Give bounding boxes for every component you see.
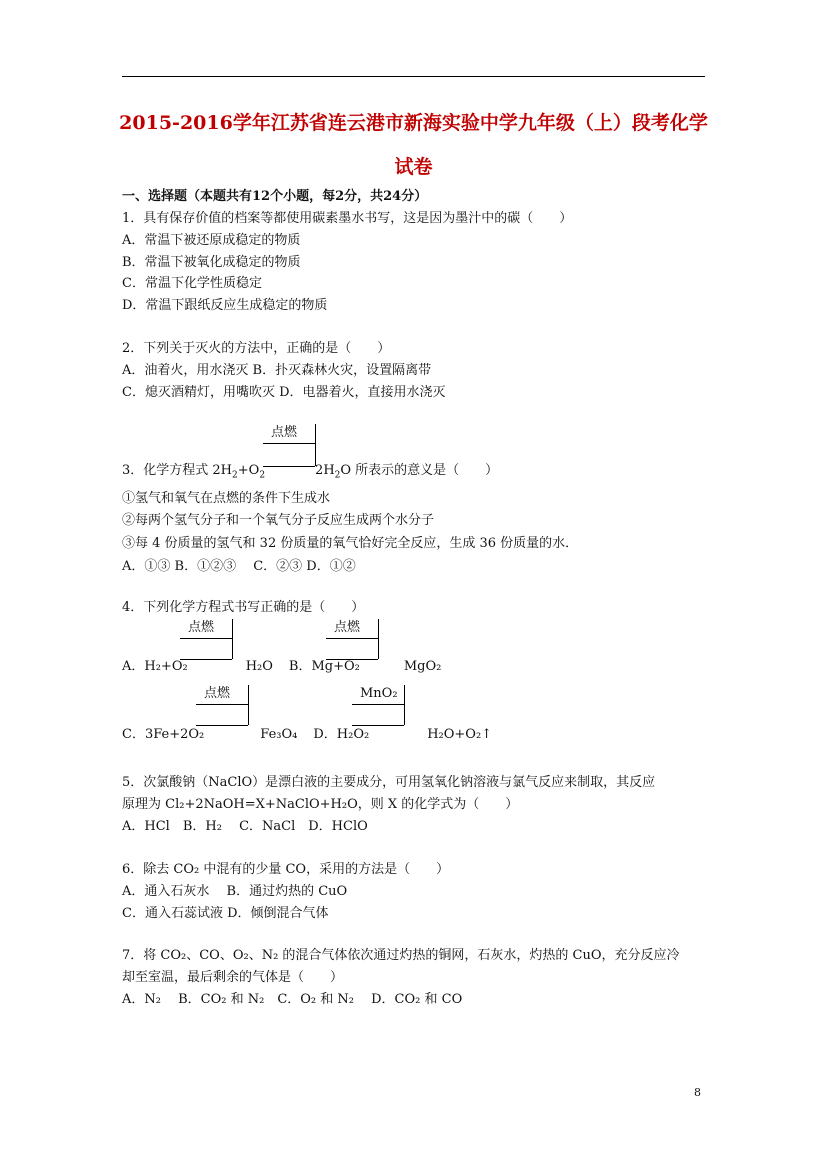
q6-options-cd: C．通入石蕊试液 D．倾倒混合气体 (122, 906, 329, 921)
q1-option-b: B．常温下被氧化成稳定的物质 (122, 255, 301, 270)
q7-stem-line-2: 却至室温，最后剩余的气体是（ ） (122, 970, 344, 985)
title-line-1: 2015-2016学年江苏省连云港市新海实验中学九年级（上）段考化学 (119, 112, 708, 134)
q3-stem: 3．化学方程式 $2H_2+O_2$ $2H_2O$ 所表示的意义是（ ） (122, 463, 499, 481)
q3-meaning-2: ②每两个氢气分子和一个氧气分子反应生成两个水分子 (122, 513, 435, 528)
q1-stem: 1．具有保存价值的档案等都使用碳素墨水书写，这是因为墨汁中的碳（ ） (122, 211, 573, 226)
q6-stem: 6．除去 CO₂ 中混有的少量 CO，采用的方法是（ ） (122, 862, 450, 877)
q3-condition-label: 点燃 (271, 425, 298, 440)
q7-stem-line-1: 7．将 CO₂、CO、O₂、N₂ 的混合气体依次通过灼热的铜网，石灰水，灼热的 CuO，充分反应冷 (122, 948, 680, 963)
q1-option-c: C．常温下化学性质稳定 (122, 276, 262, 291)
q3-meaning-3: ③每 4 份质量的氢气和 32 份质量的氧气恰好完全反应，生成 36 份质量的水． (122, 536, 579, 551)
q4-row-1: A．H₂+O₂ H₂O B．Mg+O₂ MgO₂ (122, 659, 442, 674)
q2-options-cd: C．熄灭酒精灯，用嘴吹灭 D．电器着火，直接用水浇灭 (122, 385, 446, 400)
q5-stem-line-2: 原理为 Cl₂+2NaOH=X+NaClO+H₂O，则 X 的化学式为（ ） (122, 797, 519, 812)
section-heading: 一、选择题（本题共有12个小题，每2分，共24分） (122, 189, 428, 204)
q5-stem-line-1: 5．次氯酸钠（NaClO）是漂白液的主要成分，可用氢氧化钠溶液与氯气反应来制取，其反应 (122, 775, 656, 790)
q1-option-d: D．常温下跟纸反应生成稳定的物质 (122, 298, 328, 313)
q7-options: A．N₂ B．CO₂ 和 N₂ C．O₂ 和 N₂ D．CO₂ 和 CO (122, 992, 463, 1007)
q1-option-a: A．常温下被还原成稳定的物质 (122, 233, 301, 248)
q4-row-2: C．3Fe+2O₂ Fe₃O₄ D．H₂O₂ H₂O+O₂↑ (122, 727, 493, 742)
q2-options-ab: A．油着火，用水浇灭 B．扑灭森林火灾，设置隔离带 (122, 363, 432, 378)
header-rule (122, 76, 705, 77)
q6-options-ab: A．通入石灰水 B．通过灼热的 CuO (122, 884, 348, 899)
title-line-2: 试卷 (394, 156, 433, 178)
q5-options: A．HCl B．H₂ C．NaCl D．HClO (122, 819, 368, 834)
q2-stem: 2．下列关于灭火的方法中，正确的是（ ） (122, 341, 391, 356)
q3-options: A．①③ B．①②③ C．②③ D．①② (122, 559, 356, 574)
page-number: 8 (694, 1086, 701, 1099)
q3-meaning-1: ①氢气和氧气在点燃的条件下生成水 (122, 491, 331, 506)
q4-stem: 4．下列化学方程式书写正确的是（ ） (122, 600, 365, 615)
